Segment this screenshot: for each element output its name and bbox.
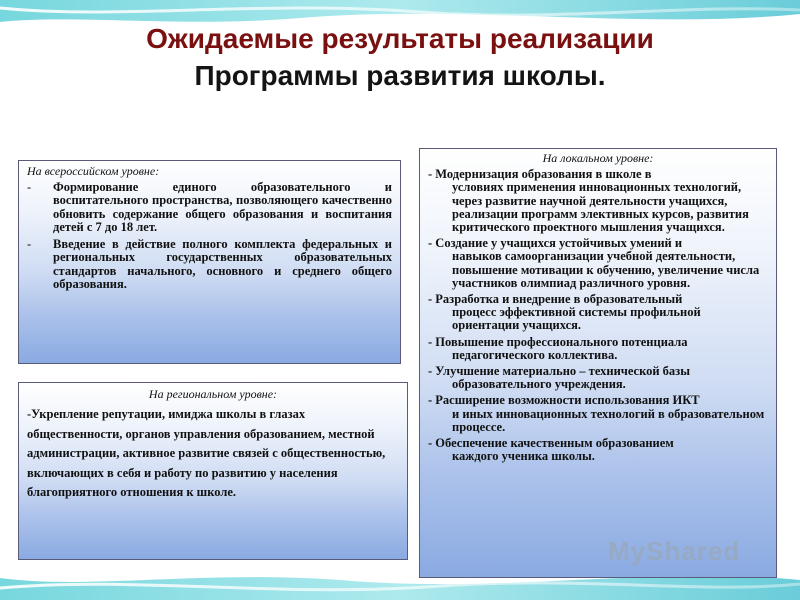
watermark-logo: MyShared xyxy=(608,536,741,566)
local-item-first-line: - Разработка и внедрение в образовательный xyxy=(428,292,683,307)
local-item-continuation: процесс эффективной системы профильной ориентации учащихся. xyxy=(452,305,701,333)
national-item-text: Введение в действие полного комплекта федеральных и региональных государственных образовательных стандартов начального, основного и среднего общего образования. xyxy=(53,236,392,291)
local-item-continuation: каждого ученика школы. xyxy=(452,449,595,464)
local-item-continuation: навыков самоорганизации учебной деятельности, повышение мотивации к обучению, увеличение числа участников олимпиад различного уровня. xyxy=(452,249,760,290)
local-item-continuation: условиях применения инновационных технологий, через развитие научной деятельности учащихся, реализации программ элективных курсов, развития критического проектного мышления учащихся. xyxy=(452,180,749,235)
national-item xyxy=(27,238,392,292)
local-heading: На локальном уровне: xyxy=(542,151,654,165)
local-item-first-line: - Расширение возможности использования ИКТ xyxy=(428,393,700,408)
local-item xyxy=(428,237,768,290)
regional-text: -Укрепление репутации, имиджа школы в глазах общественности, органов управления образованием, местной администрации, активное развитие связей с общественностью, включающих в себя и работу по развитию у населения благоприятного отношения к школе. xyxy=(27,407,386,499)
local-item xyxy=(428,437,768,463)
local-item-continuation: образовательного учреждения. xyxy=(452,377,626,392)
national-item xyxy=(27,181,392,235)
national-item-text: Формирование единого образовательного и воспитательного пространства, позволяющего качественно обновить содержание общего образования и воспитания детей с 7 до 18 лет. xyxy=(53,179,392,234)
local-item xyxy=(428,293,768,333)
national-item-dash: - xyxy=(27,236,32,251)
title-line-1: Ожидаемые результаты реализации xyxy=(146,23,654,54)
slide-title xyxy=(60,20,740,94)
local-item-continuation: педагогического коллектива. xyxy=(452,347,618,362)
title-line-2: Программы развития школы. xyxy=(194,60,606,91)
local-level-box xyxy=(419,148,777,578)
local-item-first-line: - Обеспечение качественным образованием xyxy=(428,436,674,451)
regional-level-box xyxy=(18,382,408,560)
local-item-first-line: - Модернизация образования в школе в xyxy=(428,167,652,182)
local-item-first-line: - Создание у учащихся устойчивых умений и xyxy=(428,236,683,251)
national-level-box xyxy=(18,160,401,364)
local-item-continuation: и иных инновационных технологий в образовательном процессе. xyxy=(452,406,765,434)
national-item-dash: - xyxy=(27,179,32,194)
national-heading: На всероссийском уровне: xyxy=(27,164,160,178)
local-item-first-line: - Повышение профессионального потенциала xyxy=(428,334,688,349)
local-item xyxy=(428,336,768,362)
local-item xyxy=(428,365,768,391)
local-item-first-line: - Улучшение материально – технической базы xyxy=(428,364,690,379)
regional-heading: На региональном уровне: xyxy=(148,387,278,401)
local-item xyxy=(428,394,768,434)
local-item xyxy=(428,168,768,234)
